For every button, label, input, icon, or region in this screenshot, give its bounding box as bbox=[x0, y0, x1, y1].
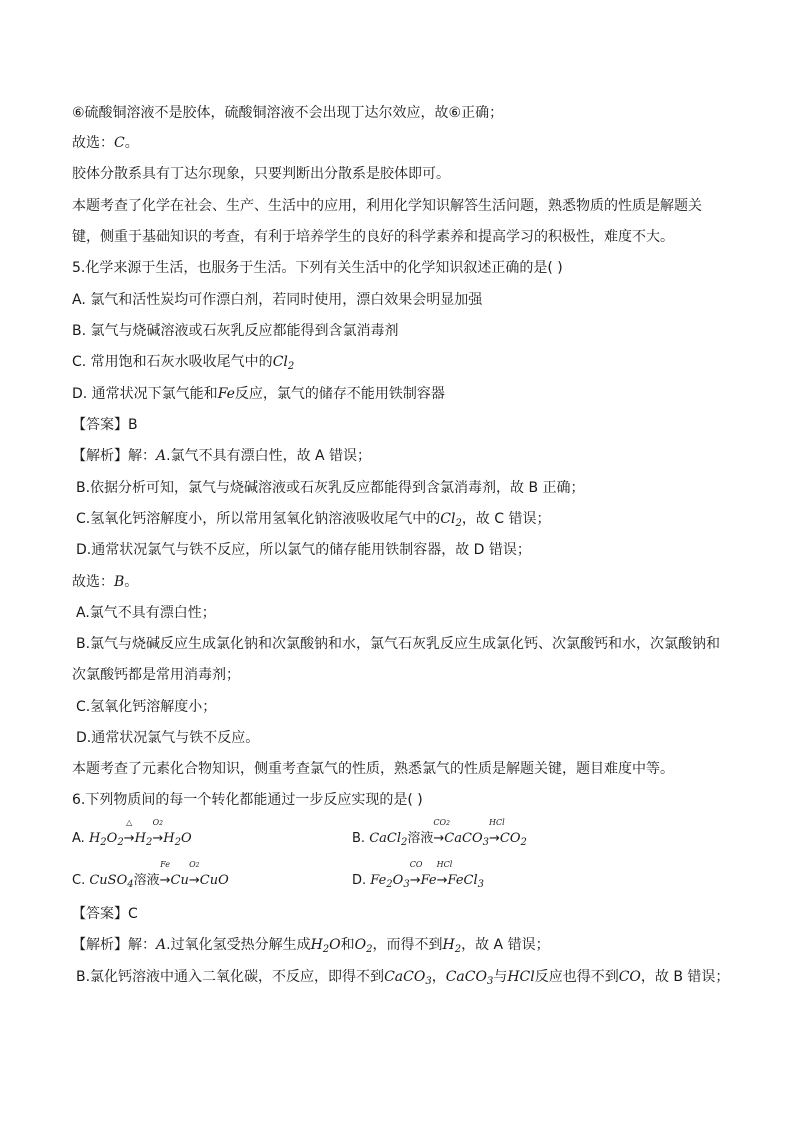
math: Cl bbox=[440, 511, 456, 527]
reagent: CO bbox=[409, 860, 423, 869]
arrow-icon: → bbox=[152, 831, 164, 846]
subscript: 3 bbox=[425, 976, 432, 987]
subscript: 2 bbox=[117, 837, 124, 848]
answer-tag: 【答案】 bbox=[72, 906, 128, 922]
reagent: Fe bbox=[160, 860, 170, 869]
question-6 bbox=[72, 790, 423, 810]
reagent: △ bbox=[126, 818, 133, 827]
subscript: 3 bbox=[482, 837, 489, 848]
math: HCl bbox=[507, 969, 535, 985]
reaction-arrow bbox=[433, 818, 450, 849]
formula: Fe bbox=[420, 873, 437, 888]
math: H bbox=[310, 937, 323, 953]
math: O bbox=[329, 937, 341, 953]
reagent-text: O bbox=[189, 860, 196, 869]
formula: FeCl bbox=[447, 873, 478, 888]
explanation-tag: 【解析】 bbox=[72, 448, 128, 464]
reagent: HCl bbox=[436, 860, 453, 869]
explanation-line bbox=[76, 967, 729, 992]
text: ⑥硫酸铜溶液不是胶体，硫酸铜溶液不会出现丁达尔效应，故⑥正确； bbox=[72, 105, 504, 121]
text: 本题考查了元素化合物知识，侧重考查氯气的性质，熟悉氯气的性质是解题关键，题目难度中等。 bbox=[72, 761, 674, 777]
text: ，故 C 错误； bbox=[461, 511, 551, 527]
text: 本题考查了化学在社会、生产、生活中的应用，利用化学知识解答生活问题，熟悉物质的性质是解题关 bbox=[72, 198, 702, 214]
answer-value: C bbox=[128, 906, 138, 922]
subscript: 2 bbox=[454, 944, 462, 955]
reaction-arrow bbox=[188, 860, 200, 891]
subscript: 2 bbox=[455, 518, 462, 529]
explanation-line bbox=[76, 728, 259, 748]
text: B.氯气与烧碱反应生成氯化钠和次氯酸钠和水，氯气石灰乳反应生成氯化钙、次氯酸钙和水，次氯酸钠和 bbox=[76, 636, 721, 652]
subscript: 2 bbox=[366, 944, 373, 955]
text: A.氯气不具有漂白性； bbox=[76, 605, 216, 621]
text: 和 bbox=[340, 937, 355, 953]
reagent: HCl bbox=[488, 818, 505, 827]
reaction-arrow bbox=[159, 860, 171, 891]
question-text: 6.下列物质间的每一个转化都能通过一步反应实现的是( ) bbox=[72, 792, 423, 808]
subscript: 2 bbox=[287, 361, 295, 372]
option-6c bbox=[72, 860, 229, 895]
math: O bbox=[354, 937, 367, 953]
explanation-line bbox=[76, 540, 531, 560]
text: A. 氯气和活性炭均可作漂白剂，若同时使用，漂白效果会明显加强 bbox=[72, 292, 483, 308]
text: 。 bbox=[124, 574, 139, 590]
text: D. 通常状况下氯气能和 bbox=[72, 386, 218, 402]
math: Cl bbox=[272, 354, 288, 370]
subscript: 3 bbox=[403, 879, 410, 890]
explanation-line bbox=[76, 478, 585, 498]
formula: O bbox=[180, 831, 192, 846]
option-label: B. bbox=[352, 831, 370, 846]
formula: O bbox=[106, 831, 118, 846]
text: 故选： bbox=[72, 135, 114, 151]
subscript: 2 bbox=[520, 837, 527, 848]
arrow-icon: → bbox=[123, 831, 135, 846]
text: B. 氯气与烧碱溶液或石灰乳反应都能得到含氯消毒剂 bbox=[72, 323, 399, 339]
subscript: 2 bbox=[322, 944, 330, 955]
formula: H bbox=[88, 831, 101, 846]
explanation-line bbox=[76, 634, 720, 654]
text-line bbox=[72, 227, 674, 247]
text: C.氢氧化钙溶解度小； bbox=[76, 699, 217, 715]
reagent bbox=[433, 818, 450, 828]
math: CaCO bbox=[445, 969, 487, 985]
subscript: 2 bbox=[174, 837, 181, 848]
formula: CuO bbox=[199, 873, 229, 888]
reagent-subscript: 2 bbox=[159, 820, 163, 827]
math: H bbox=[442, 937, 455, 953]
text: C.氢氧化钙溶解度小，所以常用氢氧化钠溶液吸收尾气中的 bbox=[76, 511, 441, 527]
reagent bbox=[189, 860, 200, 870]
explanation-line bbox=[72, 572, 138, 592]
reaction-arrow bbox=[436, 860, 453, 891]
subscript: 2 bbox=[386, 879, 393, 890]
text: 溶液 bbox=[407, 831, 434, 846]
text: 反应，氯气的储存不能用铁制容器 bbox=[234, 386, 445, 402]
option-label: D. bbox=[352, 873, 371, 888]
option-a bbox=[72, 290, 482, 310]
text: ，故 B 错误； bbox=[640, 969, 730, 985]
formula: CaCO bbox=[444, 831, 483, 846]
text: B.依据分析可知，氯气与烧碱溶液或石灰乳反应都能得到含氯消毒剂，故 B 正确； bbox=[76, 480, 585, 496]
arrow-icon: → bbox=[409, 873, 421, 888]
text-line bbox=[72, 133, 139, 153]
reagent-subscript: 2 bbox=[446, 820, 450, 827]
reagent-text: O bbox=[152, 818, 160, 827]
option-d bbox=[72, 384, 445, 404]
arrow-icon: → bbox=[436, 873, 448, 888]
answer-tag: 【答案】 bbox=[72, 417, 128, 433]
option-label: A. bbox=[72, 831, 89, 846]
subscript: 3 bbox=[486, 976, 494, 987]
formula: H bbox=[163, 831, 175, 846]
text: 反应也得不到 bbox=[534, 969, 619, 985]
question-text: 5.化学来源于生活，也服务于生活。下列有关生活中的化学知识叙述正确的是( ) bbox=[72, 260, 563, 276]
text: 解： bbox=[128, 937, 156, 953]
explanation-line bbox=[76, 697, 216, 717]
text-line bbox=[72, 196, 702, 216]
explanation-line bbox=[72, 446, 371, 466]
math: C bbox=[114, 135, 125, 151]
reaction-arrow bbox=[409, 860, 423, 891]
option-label: C. bbox=[72, 873, 90, 888]
formula: Cu bbox=[170, 873, 189, 888]
formula: CuSO bbox=[89, 873, 128, 888]
text: 胶体分散系具有丁达尔现象，只要判断出分散系是胶体即可。 bbox=[72, 166, 450, 182]
explanation-line bbox=[72, 759, 674, 779]
math: A bbox=[156, 448, 167, 464]
formula: Fe bbox=[370, 873, 387, 888]
formula: CO bbox=[499, 831, 521, 846]
subscript: 2 bbox=[145, 837, 153, 848]
math: B bbox=[114, 574, 125, 590]
explanation-line bbox=[76, 509, 551, 534]
text: 。 bbox=[124, 135, 139, 151]
subscript: 2 bbox=[401, 837, 408, 848]
reagent-subscript: 2 bbox=[195, 862, 200, 869]
math: A bbox=[156, 937, 167, 953]
question-5 bbox=[72, 258, 563, 278]
answer-value: B bbox=[128, 417, 138, 433]
option-c bbox=[72, 352, 294, 377]
text: 溶液 bbox=[133, 873, 160, 888]
text-line bbox=[72, 103, 503, 123]
text: B.氯化钙溶液中通入二氧化碳，不反应，即得不到 bbox=[76, 969, 385, 985]
text: 解： bbox=[128, 448, 156, 464]
text: ， bbox=[431, 969, 446, 985]
math: CaCO bbox=[384, 969, 426, 985]
option-6a bbox=[72, 818, 192, 853]
text: D.通常状况氯气与铁不反应，所以氯气的储存能用铁制容器，故 D 错误； bbox=[76, 542, 531, 558]
text: C. 常用饱和石灰水吸收尾气中的 bbox=[72, 354, 273, 370]
answer-5 bbox=[72, 415, 138, 435]
arrow-icon: → bbox=[188, 873, 200, 888]
subscript: 4 bbox=[127, 879, 134, 890]
text: 次氯酸钙都是常用消毒剂； bbox=[72, 667, 240, 683]
text: .氯气不具有漂白性，故 A 错误； bbox=[166, 448, 372, 464]
reaction-arrow bbox=[152, 818, 164, 849]
option-6b bbox=[352, 818, 527, 853]
text: ，故 A 错误； bbox=[461, 937, 550, 953]
option-6d bbox=[352, 860, 485, 895]
explanation-tag: 【解析】 bbox=[72, 937, 128, 953]
text: 与 bbox=[493, 969, 508, 985]
explanation-line bbox=[72, 935, 550, 960]
reagent-text: CO bbox=[433, 818, 447, 827]
text: ，而得不到 bbox=[372, 937, 443, 953]
formula: O bbox=[392, 873, 404, 888]
reaction-arrow bbox=[123, 818, 135, 849]
formula: CaCl bbox=[369, 831, 401, 846]
text-line bbox=[72, 164, 450, 184]
math: Fe bbox=[217, 386, 235, 402]
subscript: 2 bbox=[100, 837, 107, 848]
math: CO bbox=[618, 969, 641, 985]
reaction-arrow bbox=[488, 818, 505, 849]
text: 键，侧重于基础知识的考查，有利于培养学生的良好的科学素养和提高学习的积极性，难度不大。 bbox=[72, 229, 674, 245]
arrow-icon: → bbox=[488, 831, 500, 846]
formula: H bbox=[134, 831, 146, 846]
explanation-line bbox=[76, 603, 216, 623]
arrow-icon: → bbox=[159, 873, 171, 888]
text: D.通常状况氯气与铁不反应。 bbox=[76, 730, 260, 746]
text: 故选： bbox=[72, 574, 114, 590]
reagent bbox=[152, 818, 163, 828]
explanation-line bbox=[72, 665, 240, 685]
text: .过氧化氢受热分解生成 bbox=[166, 937, 311, 953]
answer-6 bbox=[72, 904, 138, 924]
subscript: 3 bbox=[477, 879, 485, 890]
arrow-icon: → bbox=[433, 831, 445, 846]
option-b bbox=[72, 321, 399, 341]
